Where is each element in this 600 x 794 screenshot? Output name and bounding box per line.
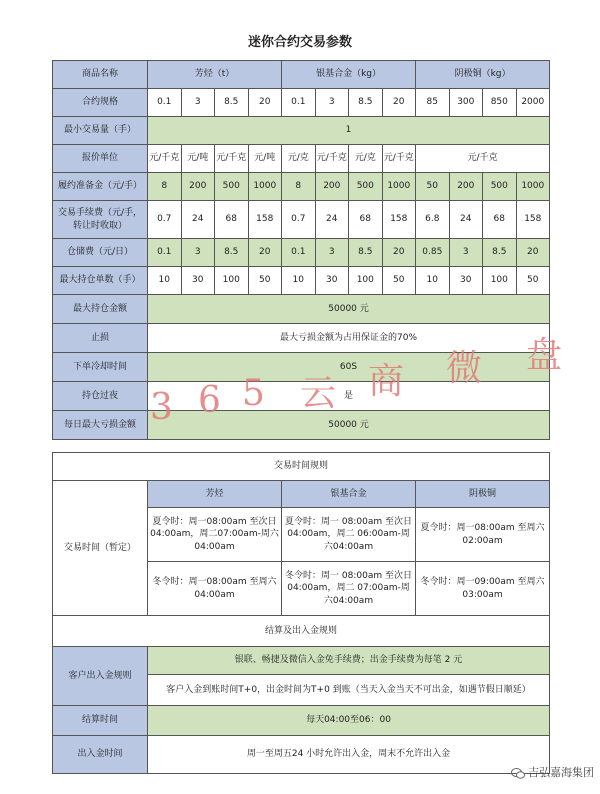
fee-cell: 158 bbox=[382, 201, 416, 239]
watermark-char: 6 bbox=[198, 380, 221, 421]
spec-cell: 20 bbox=[382, 89, 416, 117]
inout-time-value: 周一至周五24 小时允许出入金，周末不允许出入金 bbox=[148, 736, 550, 774]
margin-cell: 8 bbox=[282, 173, 316, 201]
overnight-value: 是 bbox=[148, 382, 550, 411]
quote-unit-cell: 元/吨 bbox=[181, 145, 215, 173]
winter-time-copper: 冬令时：周一09:00am 至周六03:00am bbox=[416, 562, 550, 616]
params-row-quote-unit bbox=[53, 145, 550, 173]
params-row-daily-loss bbox=[53, 411, 550, 440]
storage-cell: 0.1 bbox=[148, 239, 182, 267]
quote-unit-merged: 元/千克 bbox=[416, 145, 550, 173]
params-row-max-margin bbox=[53, 295, 550, 324]
spec-cell: 85 bbox=[416, 89, 450, 117]
params-row-min-trade bbox=[53, 117, 550, 145]
summer-time-aromatics: 夏令时：周一08:00am 至次日04:00am，周二07:00am-周六04:00am bbox=[148, 508, 282, 562]
params-row-overnight bbox=[53, 382, 550, 411]
fee-cell: 68 bbox=[483, 201, 517, 239]
quote-unit-cell: 元/千克 bbox=[148, 145, 182, 173]
daily-loss-label: 每日最大亏损金额 bbox=[53, 411, 148, 440]
storage-cell: 20 bbox=[516, 239, 550, 267]
max-hold-cell: 50 bbox=[248, 267, 282, 295]
contract-params-table bbox=[52, 60, 550, 440]
fee-cell: 24 bbox=[449, 201, 483, 239]
storage-cell: 8.5 bbox=[349, 239, 383, 267]
margin-cell: 500 bbox=[215, 173, 249, 201]
params-row-stop-loss bbox=[53, 324, 550, 353]
params-row-header bbox=[53, 61, 550, 89]
fee-label: 交易手续费（元/手，转让时收取） bbox=[53, 201, 148, 239]
page-title: 迷你合约交易参数 bbox=[247, 35, 352, 50]
stop-loss-value: 最大亏损金额为占用保证金的70% bbox=[148, 324, 550, 353]
product-name-cell: 芳烃（t） bbox=[148, 61, 282, 89]
storage-cell: 8.5 bbox=[215, 239, 249, 267]
fee-cell: 158 bbox=[516, 201, 550, 239]
params-row-fee bbox=[53, 201, 550, 239]
footer-brand-name: 吉弘嘉海集团 bbox=[528, 766, 594, 779]
fee-cell: 158 bbox=[248, 201, 282, 239]
min-trade-value: 1 bbox=[148, 117, 550, 145]
settle-time-label: 结算时间 bbox=[53, 706, 148, 736]
margin-cell: 200 bbox=[449, 173, 483, 201]
quote-unit-cell: 元/克 bbox=[282, 145, 316, 173]
storage-cell: 20 bbox=[248, 239, 282, 267]
margin-cell: 200 bbox=[181, 173, 215, 201]
max-hold-cell: 30 bbox=[315, 267, 349, 295]
storage-cell: 20 bbox=[382, 239, 416, 267]
fee-cell: 24 bbox=[315, 201, 349, 239]
quote-unit-cell: 元/千克 bbox=[315, 145, 349, 173]
trading-product-silver-alloy: 银基合金 bbox=[282, 481, 416, 508]
max-margin-label: 最大持仓金额 bbox=[53, 295, 148, 324]
spec-cell: 20 bbox=[248, 89, 282, 117]
params-row-storage bbox=[53, 239, 550, 267]
trading-time-section-title: 交易时间规则 bbox=[53, 453, 550, 481]
spec-cell: 8.5 bbox=[215, 89, 249, 117]
summer-time-copper: 夏令时：周一08:00am 至周六02:00am bbox=[416, 508, 550, 562]
max-hold-cell: 30 bbox=[449, 267, 483, 295]
trading-product-copper: 阴极铜 bbox=[416, 481, 550, 508]
spec-cell: 2000 bbox=[516, 89, 550, 117]
margin-cell: 1000 bbox=[516, 173, 550, 201]
watermark-char: 3 bbox=[150, 387, 173, 428]
stop-loss-label: 止损 bbox=[53, 324, 148, 353]
quote-unit-cell: 元/千克 bbox=[215, 145, 249, 173]
spec-cell: 3 bbox=[315, 89, 349, 117]
product-name-cell: 阴极铜（kg） bbox=[416, 61, 550, 89]
storage-cell: 3 bbox=[315, 239, 349, 267]
cooldown-value: 60S bbox=[148, 353, 550, 382]
max-hold-cell: 50 bbox=[516, 267, 550, 295]
watermark-char: 微 bbox=[446, 348, 483, 389]
settlement-section-title: 结算及出入金规则 bbox=[53, 616, 550, 647]
max-hold-cell: 10 bbox=[416, 267, 450, 295]
client-rule-timing: 客户入金到账时间T+0，出金时间为T+0 到账（当天入金当天不可出金，如遇节假日顺延） bbox=[148, 675, 550, 706]
footer-brand bbox=[511, 764, 594, 780]
winter-time-silver-alloy: 冬令时：周一 08:00am 至次日04:00am，周二 07:00am-周六04:00am bbox=[282, 562, 416, 616]
storage-cell: 8.5 bbox=[483, 239, 517, 267]
max-hold-cell: 100 bbox=[349, 267, 383, 295]
cooldown-label: 下单冷却时间 bbox=[53, 353, 148, 382]
quote-unit-cell: 元/克 bbox=[349, 145, 383, 173]
fee-cell: 24 bbox=[181, 201, 215, 239]
params-row-cooldown bbox=[53, 353, 550, 382]
max-hold-cell: 10 bbox=[148, 267, 182, 295]
wechat-icon bbox=[511, 768, 525, 779]
spec-cell: 0.1 bbox=[148, 89, 182, 117]
trading-product-aromatics: 芳烃 bbox=[148, 481, 282, 508]
spec-label: 合约规格 bbox=[53, 89, 148, 117]
fee-cell: 6.8 bbox=[416, 201, 450, 239]
overnight-label: 持仓过夜 bbox=[53, 382, 148, 411]
params-row-spec bbox=[53, 89, 550, 117]
margin-cell: 200 bbox=[315, 173, 349, 201]
header-label: 商品名称 bbox=[53, 61, 148, 89]
storage-cell: 3 bbox=[181, 239, 215, 267]
max-hold-label: 最大持仓单数（手） bbox=[53, 267, 148, 295]
client-rule-label: 客户出入金规则 bbox=[53, 647, 148, 706]
margin-cell: 500 bbox=[349, 173, 383, 201]
watermark-char: 商 bbox=[368, 361, 405, 402]
spec-cell: 850 bbox=[483, 89, 517, 117]
max-hold-cell: 30 bbox=[181, 267, 215, 295]
margin-cell: 8 bbox=[148, 173, 182, 201]
watermark-char: 云 bbox=[300, 373, 337, 414]
watermark-char: 盘 bbox=[526, 335, 563, 376]
settle-time-value: 每天04:00至06：00 bbox=[148, 706, 550, 736]
spec-cell: 300 bbox=[449, 89, 483, 117]
margin-cell: 500 bbox=[483, 173, 517, 201]
params-row-margin bbox=[53, 173, 550, 201]
fee-cell: 68 bbox=[215, 201, 249, 239]
max-hold-cell: 100 bbox=[483, 267, 517, 295]
spec-cell: 0.1 bbox=[282, 89, 316, 117]
margin-cell: 50 bbox=[416, 173, 450, 201]
fee-cell: 68 bbox=[349, 201, 383, 239]
storage-label: 仓储费（元/日） bbox=[53, 239, 148, 267]
trading-time-label: 交易时间（暂定） bbox=[53, 481, 148, 616]
margin-label: 履约准备金（元/手） bbox=[53, 173, 148, 201]
quote-unit-label: 报价单位 bbox=[53, 145, 148, 173]
fee-cell: 0.7 bbox=[148, 201, 182, 239]
summer-time-silver-alloy: 夏令时：周一 08:00am 至次日04:00am，周二 06:00am-周六04:00am bbox=[282, 508, 416, 562]
max-hold-cell: 10 bbox=[282, 267, 316, 295]
fee-cell: 0.7 bbox=[282, 201, 316, 239]
inout-time-label: 出入金时间 bbox=[53, 736, 148, 774]
margin-cell: 1000 bbox=[248, 173, 282, 201]
quote-unit-cell: 元/千克 bbox=[382, 145, 416, 173]
min-trade-label: 最小交易量（手） bbox=[53, 117, 148, 145]
storage-cell: 3 bbox=[449, 239, 483, 267]
margin-cell: 1000 bbox=[382, 173, 416, 201]
max-margin-value: 50000 元 bbox=[148, 295, 550, 324]
client-rule-fee: 银联、畅捷及微信入金免手续费；出金手续费为每笔 2 元 bbox=[148, 647, 550, 675]
storage-cell: 0.1 bbox=[282, 239, 316, 267]
watermark-char: 5 bbox=[242, 373, 265, 414]
params-row-max-hold bbox=[53, 267, 550, 295]
storage-cell: 0.85 bbox=[416, 239, 450, 267]
product-name-cell: 银基合金（kg） bbox=[282, 61, 416, 89]
quote-unit-cell: 元/吨 bbox=[248, 145, 282, 173]
max-hold-cell: 100 bbox=[215, 267, 249, 295]
trading-rules-table bbox=[52, 452, 550, 774]
daily-loss-value: 50000 元 bbox=[148, 411, 550, 440]
spec-cell: 3 bbox=[181, 89, 215, 117]
spec-cell: 8.5 bbox=[349, 89, 383, 117]
winter-time-aromatics: 冬令时：周一08:00am 至周六04:00am bbox=[148, 562, 282, 616]
max-hold-cell: 50 bbox=[382, 267, 416, 295]
